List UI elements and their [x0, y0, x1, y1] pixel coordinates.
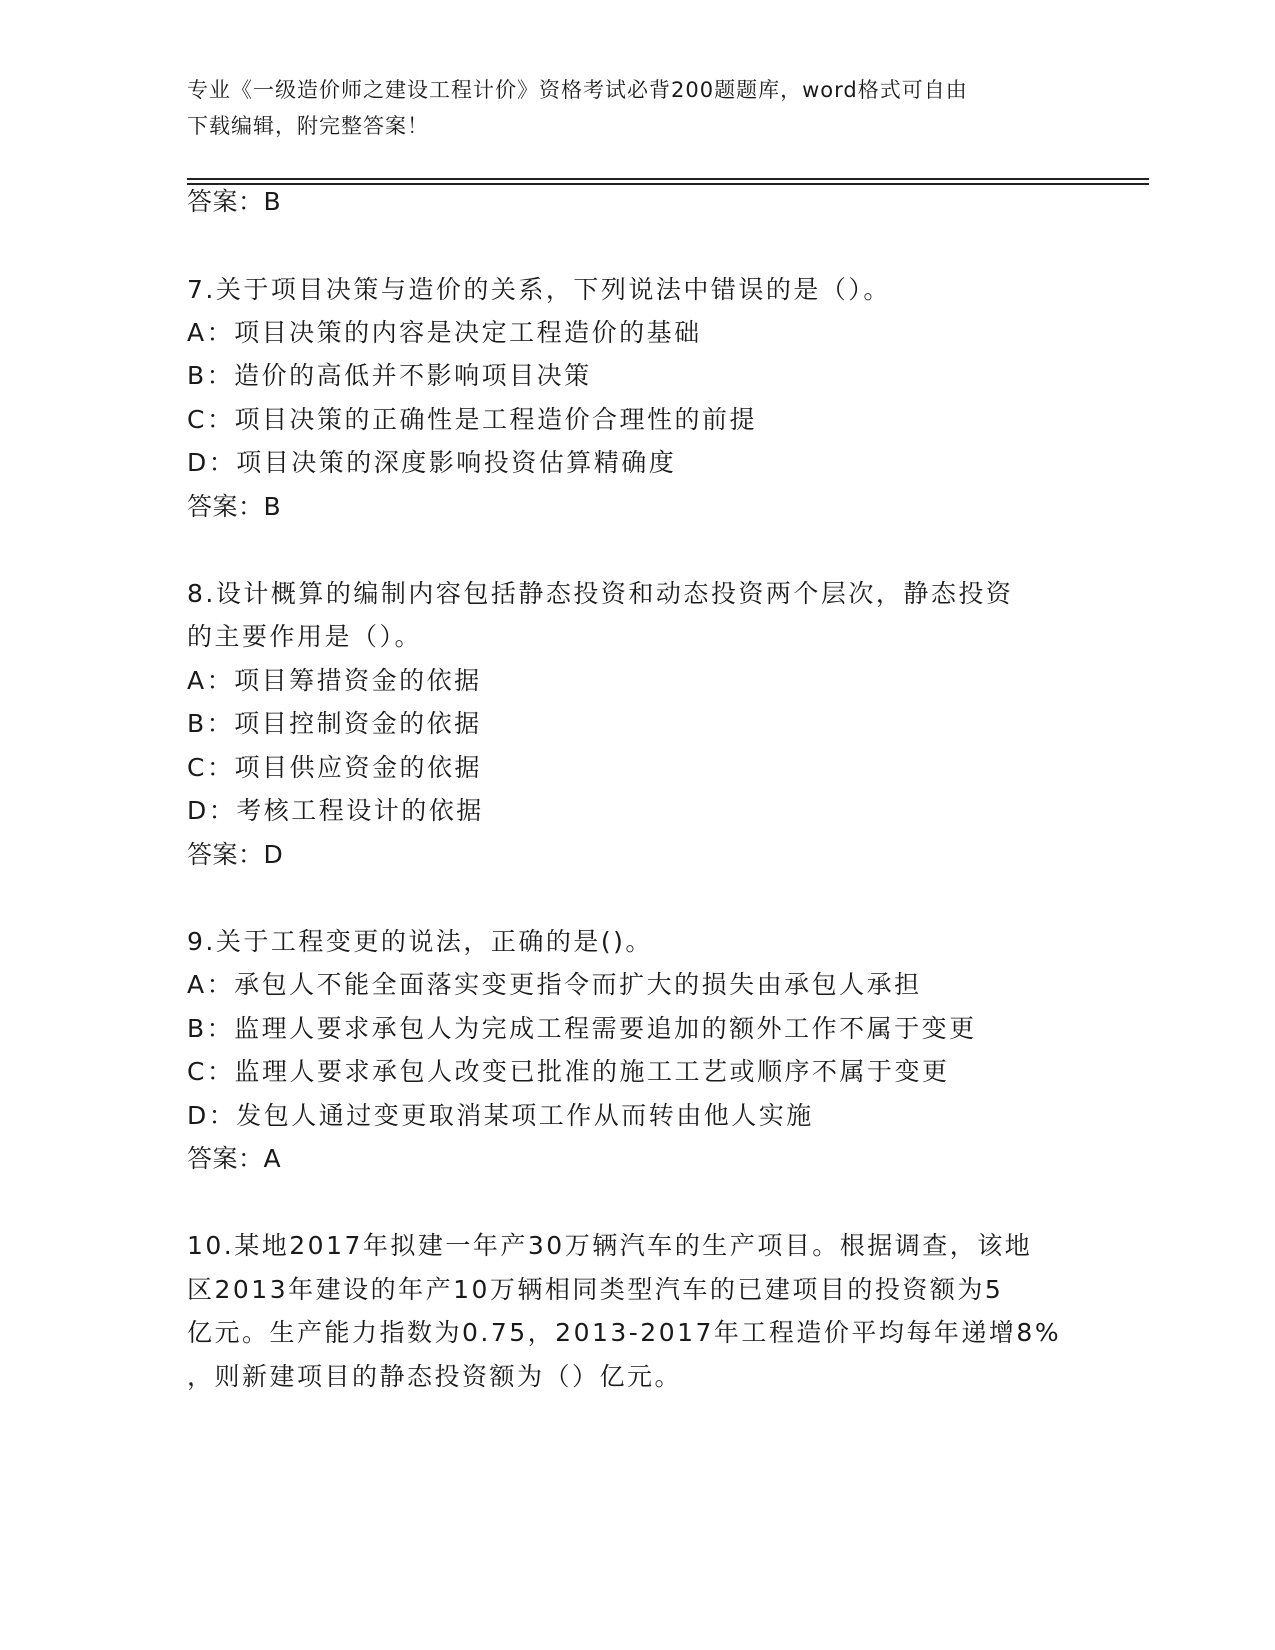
- question-8-option-a: A：项目筹措资金的依据: [187, 666, 482, 695]
- previous-answer: 答案：B: [187, 187, 282, 216]
- question-7-option-c: C：项目决策的正确性是工程造价合理性的前提: [187, 405, 757, 434]
- header-rule-top: [187, 178, 1149, 180]
- question-10-stem-line-3: 亿元。生产能力指数为0.75，2013-2017年工程造价平均每年递增8%: [187, 1318, 1062, 1347]
- page-header: [187, 72, 1087, 144]
- question-7-answer: 答案：B: [187, 492, 282, 521]
- question-8-answer: 答案：D: [187, 840, 284, 869]
- header-line-1: 专业《一级造价师之建设工程计价》资格考试必背200题题库，word格式可自由: [187, 78, 968, 102]
- question-10-stem-line-1: 10.某地2017年拟建一年产30万辆汽车的生产项目。根据调查，该地: [187, 1231, 1033, 1260]
- header-rule-bottom: [187, 183, 1149, 185]
- question-8-option-c: C：项目供应资金的依据: [187, 753, 482, 782]
- question-8-stem-line-1: 8.设计概算的编制内容包括静态投资和动态投资两个层次，静态投资: [187, 579, 1014, 608]
- question-8-stem-line-2: 的主要作用是（）。: [187, 622, 423, 651]
- header-line-2: 下载编辑，附完整答案！: [187, 114, 429, 138]
- question-7-option-d: D：项目决策的深度影响投资估算精确度: [187, 448, 677, 477]
- question-9-answer: 答案：A: [187, 1144, 282, 1173]
- question-10-stem-line-2: 区2013年建设的年产10万辆相同类型汽车的已建项目的投资额为5: [187, 1275, 1004, 1304]
- question-7-option-b: B：造价的高低并不影响项目决策: [187, 361, 592, 390]
- question-9-option-a: A：承包人不能全面落实变更指令而扩大的损失由承包人承担: [187, 970, 922, 999]
- question-9-stem: 9.关于工程变更的说法，正确的是()。: [187, 927, 653, 956]
- question-8-option-d: D：考核工程设计的依据: [187, 796, 484, 825]
- question-7-option-a: A：项目决策的内容是决定工程造价的基础: [187, 318, 702, 347]
- question-9-option-d: D：发包人通过变更取消某项工作从而转由他人实施: [187, 1101, 814, 1130]
- question-9-option-b: B：监理人要求承包人为完成工程需要追加的额外工作不属于变更: [187, 1014, 977, 1043]
- question-7-stem: 7.关于项目决策与造价的关系，下列说法中错误的是（）。: [187, 275, 891, 304]
- question-8-option-b: B：项目控制资金的依据: [187, 709, 482, 738]
- question-10-stem-line-4: ，则新建项目的静态投资额为（）亿元。: [187, 1362, 683, 1391]
- question-9-option-c: C：监理人要求承包人改变已批准的施工工艺或顺序不属于变更: [187, 1057, 950, 1086]
